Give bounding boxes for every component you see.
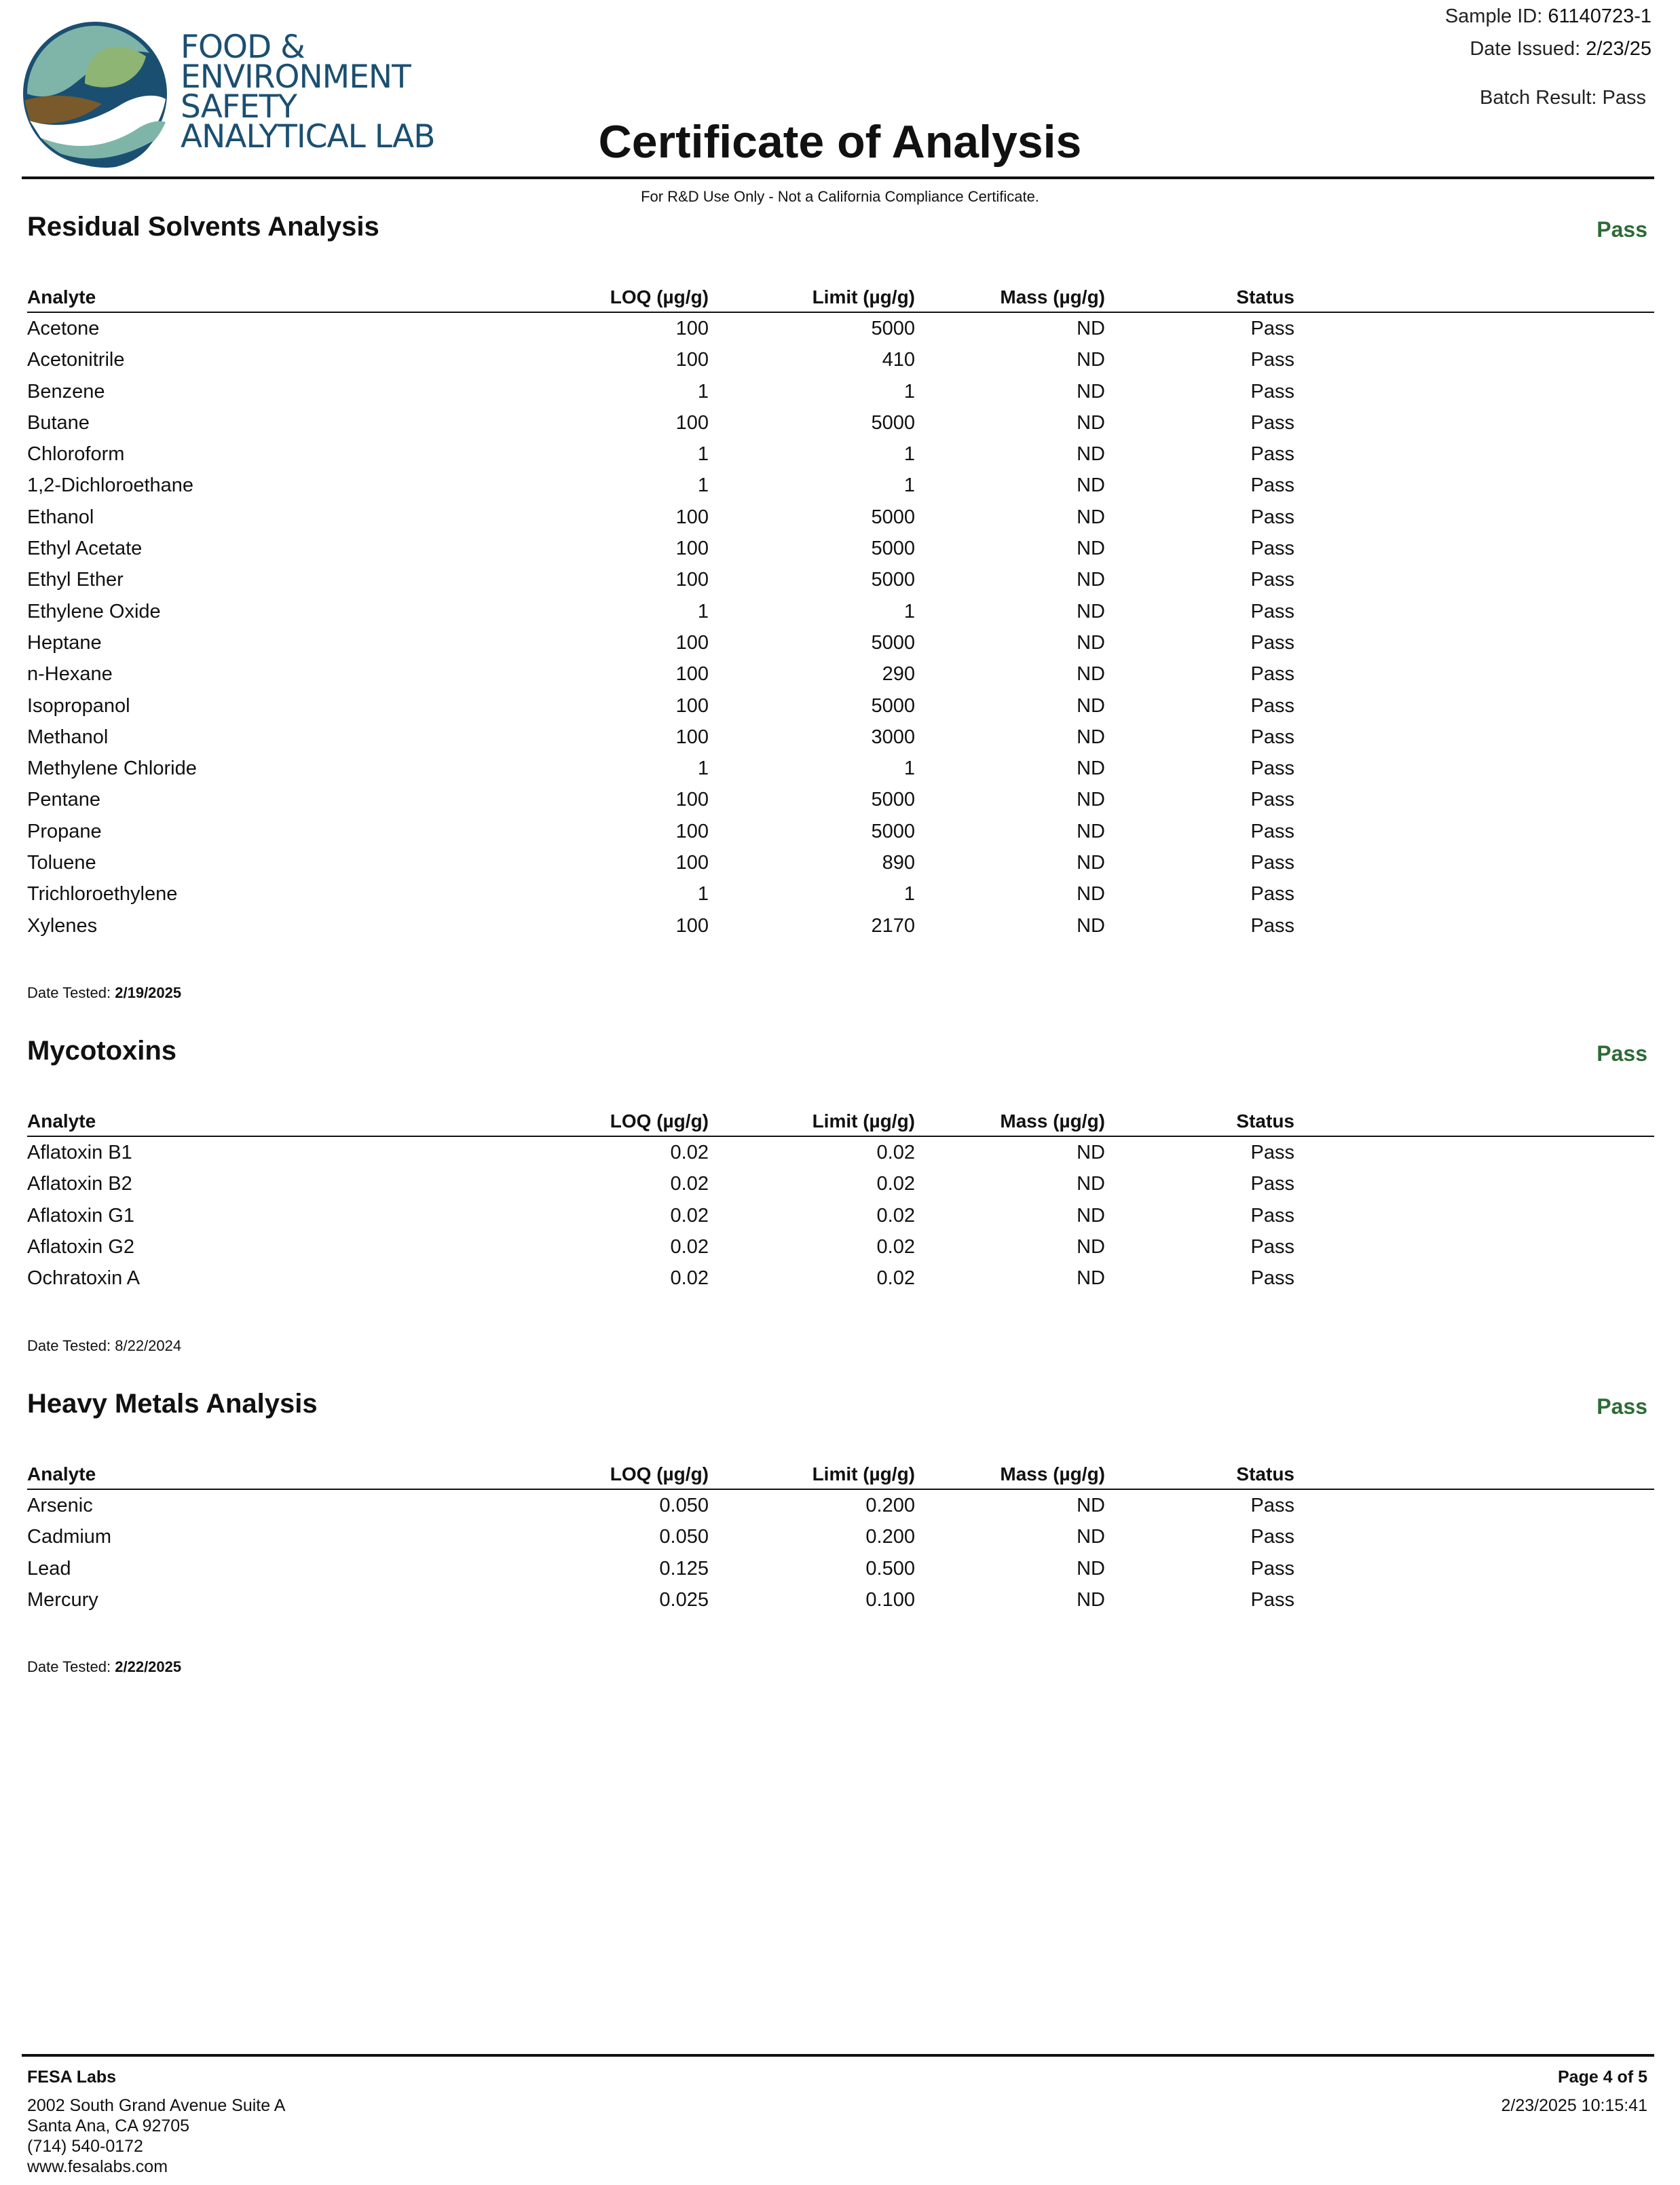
cell-status: Pass xyxy=(1250,1204,1294,1227)
cell-analyte: Butane xyxy=(27,411,90,434)
cell-status: Pass xyxy=(1250,1557,1294,1580)
column-header-limit: Limit (µg/g) xyxy=(812,1110,915,1132)
residual-solvents-table xyxy=(27,282,1654,941)
page-title: Certificate of Analysis xyxy=(598,116,1082,168)
cell-mass: ND xyxy=(1077,726,1105,748)
table-row xyxy=(27,1584,1654,1616)
footer-company: FESA Labs xyxy=(27,2068,117,2087)
table-row xyxy=(27,1137,1654,1168)
cell-mass: ND xyxy=(1077,506,1105,528)
cell-status: Pass xyxy=(1250,411,1294,434)
cell-analyte: Ethylene Oxide xyxy=(27,600,161,622)
cell-mass: ND xyxy=(1077,380,1105,403)
cell-limit: 5000 xyxy=(871,820,915,842)
cell-loq: 100 xyxy=(675,538,709,560)
cell-limit: 1 xyxy=(903,758,915,780)
cell-status: Pass xyxy=(1250,538,1294,560)
cell-limit: 2170 xyxy=(871,914,915,937)
table-row xyxy=(27,753,1654,784)
cell-mass: ND xyxy=(1077,538,1105,560)
cell-mass: ND xyxy=(1077,914,1105,937)
cell-mass: ND xyxy=(1077,1526,1105,1548)
cell-status: Pass xyxy=(1250,820,1294,842)
date-issued xyxy=(1470,38,1651,60)
heavy-metals-table xyxy=(27,1459,1654,1616)
column-header-loq: LOQ (µg/g) xyxy=(610,1463,709,1484)
cell-mass: ND xyxy=(1077,1495,1105,1516)
cell-limit: 5000 xyxy=(871,318,915,339)
cell-loq: 100 xyxy=(675,349,709,371)
date-tested xyxy=(27,1337,181,1355)
cell-loq: 100 xyxy=(675,506,709,528)
cell-status: Pass xyxy=(1250,600,1294,622)
cell-analyte: Propane xyxy=(27,820,102,842)
cell-status: Pass xyxy=(1250,1235,1294,1258)
cell-loq: 100 xyxy=(675,852,709,874)
cell-mass: ND xyxy=(1077,820,1105,842)
cell-limit: 5000 xyxy=(871,538,915,560)
column-header-analyte: Analyte xyxy=(27,1110,96,1132)
table-row xyxy=(27,1490,1654,1521)
header-rule xyxy=(22,176,1654,179)
cell-analyte: n-Hexane xyxy=(27,663,113,686)
table-row xyxy=(27,784,1654,815)
page-number: Page 4 of 5 xyxy=(1558,2068,1647,2087)
date-issued-label: Date Issued: xyxy=(1470,38,1581,60)
cell-mass: ND xyxy=(1077,1204,1105,1227)
cell-loq: 100 xyxy=(675,663,709,686)
cell-limit: 5000 xyxy=(871,789,915,811)
cell-loq: 0.025 xyxy=(659,1588,709,1611)
cell-loq: 100 xyxy=(675,914,709,937)
cell-loq: 1 xyxy=(697,380,709,403)
column-header-loq: LOQ (µg/g) xyxy=(610,286,709,307)
table-row xyxy=(27,816,1654,847)
table-row xyxy=(27,344,1654,375)
cell-limit: 890 xyxy=(882,852,915,874)
cell-mass: ND xyxy=(1077,852,1105,874)
cell-loq: 100 xyxy=(675,631,709,654)
cell-status: Pass xyxy=(1250,474,1294,497)
cell-mass: ND xyxy=(1077,663,1105,686)
cell-limit: 0.02 xyxy=(876,1142,915,1163)
cell-loq: 0.125 xyxy=(659,1557,709,1580)
table-row xyxy=(27,470,1654,501)
cell-status: Pass xyxy=(1250,631,1294,654)
cell-status: Pass xyxy=(1250,1173,1294,1195)
cell-status: Pass xyxy=(1250,569,1294,591)
footer-address-line: 2002 South Grand Avenue Suite A xyxy=(27,2096,286,2115)
table-row xyxy=(27,1231,1654,1263)
cell-mass: ND xyxy=(1077,1588,1105,1611)
cell-limit: 0.200 xyxy=(865,1495,915,1516)
cell-limit: 5000 xyxy=(871,569,915,591)
cell-status: Pass xyxy=(1250,726,1294,748)
cell-loq: 1 xyxy=(697,883,709,905)
cell-status: Pass xyxy=(1250,380,1294,403)
cell-status: Pass xyxy=(1250,663,1294,686)
cell-status: Pass xyxy=(1250,1588,1294,1611)
column-header-mass: Mass (µg/g) xyxy=(1000,1110,1105,1132)
cell-analyte: Xylenes xyxy=(27,914,98,937)
cell-limit: 5000 xyxy=(871,631,915,654)
cell-status: Pass xyxy=(1250,789,1294,811)
date-tested-label: Date Tested: xyxy=(27,1337,111,1354)
table-row xyxy=(27,1521,1654,1552)
cell-limit: 0.100 xyxy=(865,1588,915,1611)
cell-status: Pass xyxy=(1250,443,1294,466)
cell-mass: ND xyxy=(1077,1142,1105,1163)
cell-loq: 100 xyxy=(675,694,709,717)
table-row xyxy=(27,847,1654,878)
cell-analyte: Heptane xyxy=(27,631,102,654)
cell-mass: ND xyxy=(1077,1267,1105,1290)
cell-status: Pass xyxy=(1250,349,1294,371)
column-header-loq: LOQ (µg/g) xyxy=(610,1110,709,1132)
cell-analyte: Lead xyxy=(27,1557,71,1580)
cell-mass: ND xyxy=(1077,789,1105,811)
cell-loq: 100 xyxy=(675,820,709,842)
table-row xyxy=(27,533,1654,564)
lab-logo-line: ENVIRONMENT xyxy=(181,58,411,96)
cell-status: Pass xyxy=(1250,852,1294,874)
sample-id-value: 61140723-1 xyxy=(1548,5,1651,27)
column-header-analyte: Analyte xyxy=(27,1463,96,1484)
cell-limit: 0.500 xyxy=(865,1557,915,1580)
cell-loq: 100 xyxy=(675,569,709,591)
cell-limit: 5000 xyxy=(871,506,915,528)
cell-limit: 1 xyxy=(903,443,915,466)
cell-mass: ND xyxy=(1077,569,1105,591)
cell-mass: ND xyxy=(1077,474,1105,497)
cell-limit: 3000 xyxy=(871,726,915,748)
column-header-mass: Mass (µg/g) xyxy=(1000,286,1105,307)
cell-loq: 0.02 xyxy=(670,1142,709,1163)
cell-analyte: Aflatoxin B1 xyxy=(27,1142,132,1163)
cell-mass: ND xyxy=(1077,1173,1105,1195)
table-row xyxy=(27,1168,1654,1199)
cell-loq: 0.02 xyxy=(670,1267,709,1290)
section-title: Heavy Metals Analysis xyxy=(27,1389,318,1419)
footer-address xyxy=(27,2067,285,2177)
date-issued-value: 2/23/25 xyxy=(1586,38,1651,60)
cell-analyte: Aflatoxin G2 xyxy=(27,1235,134,1258)
section-title: Mycotoxins xyxy=(27,1036,177,1066)
cell-mass: ND xyxy=(1077,694,1105,717)
print-timestamp: 2/23/2025 10:15:41 xyxy=(1501,2096,1647,2115)
cell-analyte: Acetone xyxy=(27,318,100,339)
lab-logo-line: ANALYTICAL LAB xyxy=(181,118,435,155)
cell-analyte: Pentane xyxy=(27,789,101,811)
section-title: Residual Solvents Analysis xyxy=(27,212,379,242)
cell-analyte: 1,2-Dichloroethane xyxy=(27,474,194,497)
cell-loq: 100 xyxy=(675,318,709,339)
sample-id xyxy=(1445,5,1651,28)
cell-loq: 0.02 xyxy=(670,1173,709,1195)
column-header-status: Status xyxy=(1236,1463,1294,1484)
date-tested-label: Date Tested: xyxy=(27,1658,111,1675)
cell-analyte: Aflatoxin G1 xyxy=(27,1204,134,1227)
cell-limit: 1 xyxy=(903,883,915,905)
cell-limit: 0.02 xyxy=(876,1267,915,1290)
cell-analyte: Arsenic xyxy=(27,1495,93,1516)
table-row xyxy=(27,1553,1654,1584)
cell-loq: 0.050 xyxy=(659,1495,709,1516)
date-tested xyxy=(27,984,181,1002)
column-header-limit: Limit (µg/g) xyxy=(812,286,915,307)
cell-analyte: Ochratoxin A xyxy=(27,1267,141,1290)
table-row xyxy=(27,658,1654,690)
cell-mass: ND xyxy=(1077,758,1105,780)
section-result-badge: Pass xyxy=(1597,1394,1647,1419)
batch-result: Batch Result: Pass xyxy=(1480,87,1646,109)
cell-limit: 0.02 xyxy=(876,1235,915,1258)
date-tested-label: Date Tested: xyxy=(27,984,111,1001)
table-row xyxy=(27,438,1654,470)
column-header-limit: Limit (µg/g) xyxy=(812,1463,915,1484)
column-header-mass: Mass (µg/g) xyxy=(1000,1463,1105,1484)
table-row xyxy=(27,502,1654,533)
cell-limit: 1 xyxy=(903,380,915,403)
table-row xyxy=(27,313,1654,344)
cell-mass: ND xyxy=(1077,349,1105,371)
table-row xyxy=(27,376,1654,407)
compliance-note: For R&D Use Only - Not a California Compliance Certificate. xyxy=(641,188,1039,205)
cell-analyte: Chloroform xyxy=(27,443,125,466)
cell-analyte: Methanol xyxy=(27,726,109,748)
footer-meta xyxy=(1501,2067,1647,2116)
cell-loq: 1 xyxy=(697,474,709,497)
cell-analyte: Trichloroethylene xyxy=(27,883,178,905)
cell-mass: ND xyxy=(1077,600,1105,622)
table-row xyxy=(27,627,1654,658)
footer-phone: (714) 540-0172 xyxy=(27,2137,143,2156)
table-row xyxy=(27,564,1654,595)
cell-status: Pass xyxy=(1250,883,1294,905)
cell-loq: 100 xyxy=(675,789,709,811)
cell-status: Pass xyxy=(1250,318,1294,339)
cell-status: Pass xyxy=(1250,1526,1294,1548)
column-header-status: Status xyxy=(1236,286,1294,307)
cell-limit: 1 xyxy=(903,474,915,497)
date-tested-value: 2/22/2025 xyxy=(115,1658,182,1675)
sample-id-label: Sample ID: xyxy=(1444,5,1543,27)
table-row xyxy=(27,407,1654,438)
footer-rule xyxy=(22,2054,1654,2057)
cell-mass: ND xyxy=(1077,883,1105,905)
cell-status: Pass xyxy=(1250,506,1294,528)
cell-limit: 290 xyxy=(882,663,915,686)
table-row xyxy=(27,910,1654,941)
cell-analyte: Ethyl Acetate xyxy=(27,538,143,560)
cell-mass: ND xyxy=(1077,411,1105,434)
cell-loq: 100 xyxy=(675,411,709,434)
cell-loq: 1 xyxy=(697,600,709,622)
lab-logo-line: FOOD & xyxy=(181,29,305,66)
date-tested-value: 2/19/2025 xyxy=(115,984,182,1001)
table-header-row xyxy=(27,1106,1654,1137)
cell-limit: 5000 xyxy=(871,694,915,717)
cell-status: Pass xyxy=(1250,694,1294,717)
lab-logo-line: SAFETY xyxy=(181,88,297,126)
cell-status: Pass xyxy=(1250,1267,1294,1290)
footer-address-line: Santa Ana, CA 92705 xyxy=(27,2116,190,2135)
footer-website: www.fesalabs.com xyxy=(27,2157,168,2176)
cell-limit: 0.02 xyxy=(876,1173,915,1195)
cell-mass: ND xyxy=(1077,443,1105,466)
mycotoxins-table xyxy=(27,1106,1654,1294)
table-row xyxy=(27,1263,1654,1294)
cell-status: Pass xyxy=(1250,758,1294,780)
table-header-row xyxy=(27,1459,1654,1490)
cell-analyte: Isopropanol xyxy=(27,694,130,717)
cell-loq: 1 xyxy=(697,758,709,780)
cell-status: Pass xyxy=(1250,1495,1294,1516)
table-row xyxy=(27,722,1654,753)
cell-analyte: Methylene Chloride xyxy=(27,758,197,780)
cell-loq: 0.050 xyxy=(659,1526,709,1548)
section-result-badge: Pass xyxy=(1597,1041,1647,1066)
cell-analyte: Benzene xyxy=(27,380,105,403)
cell-analyte: Toluene xyxy=(27,852,96,874)
cell-analyte: Ethyl Ether xyxy=(27,569,124,591)
cell-limit: 0.02 xyxy=(876,1204,915,1227)
table-row xyxy=(27,878,1654,910)
cell-loq: 0.02 xyxy=(670,1235,709,1258)
table-row xyxy=(27,1200,1654,1231)
date-tested-value: 8/22/2024 xyxy=(115,1337,182,1354)
cell-loq: 1 xyxy=(697,443,709,466)
cell-loq: 0.02 xyxy=(670,1204,709,1227)
cell-mass: ND xyxy=(1077,1557,1105,1580)
cell-limit: 0.200 xyxy=(865,1526,915,1548)
column-header-status: Status xyxy=(1236,1110,1294,1132)
cell-analyte: Aflatoxin B2 xyxy=(27,1173,132,1195)
cell-limit: 5000 xyxy=(871,411,915,434)
cell-mass: ND xyxy=(1077,318,1105,339)
cell-mass: ND xyxy=(1077,631,1105,654)
table-row xyxy=(27,690,1654,722)
cell-analyte: Acetonitrile xyxy=(27,349,125,371)
cell-analyte: Ethanol xyxy=(27,506,94,528)
column-header-analyte: Analyte xyxy=(27,286,96,307)
section-result-badge: Pass xyxy=(1597,217,1647,242)
table-row xyxy=(27,596,1654,627)
cell-loq: 100 xyxy=(675,726,709,748)
table-header-row xyxy=(27,282,1654,313)
cell-analyte: Cadmium xyxy=(27,1526,112,1548)
cell-limit: 410 xyxy=(882,349,915,371)
cell-status: Pass xyxy=(1250,1142,1294,1163)
date-tested xyxy=(27,1658,181,1676)
cell-limit: 1 xyxy=(903,600,915,622)
cell-mass: ND xyxy=(1077,1235,1105,1258)
cell-analyte: Mercury xyxy=(27,1588,98,1611)
cell-status: Pass xyxy=(1250,914,1294,937)
